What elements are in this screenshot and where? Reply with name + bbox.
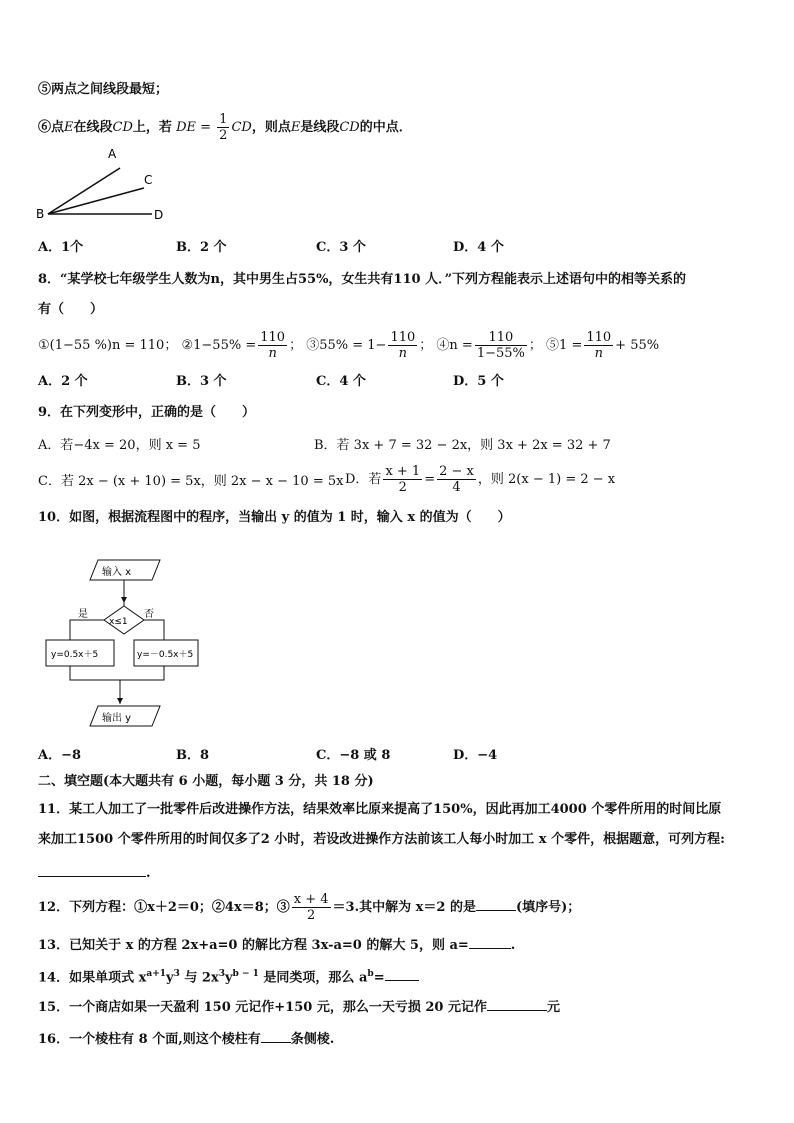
- q16-answer-blank[interactable]: [261, 1028, 291, 1043]
- q8-stem-line1: 8．“某学校七年级学生人数为n，其中男生占55%，女生共有110 人．”下列方程能表示上述语句中的相等关系的: [38, 272, 687, 287]
- q10-option-c[interactable]: C．−8 或 8: [316, 748, 391, 763]
- q10-option-a[interactable]: A．−8: [38, 748, 82, 763]
- q8-option-d[interactable]: D．5 个: [453, 374, 504, 389]
- ray-bc: [48, 188, 144, 214]
- q13-answer-blank[interactable]: [469, 934, 511, 949]
- flow-yes-label: 是: [78, 609, 88, 620]
- q9-stem: 9．在下列变形中，正确的是（ ）: [38, 405, 256, 420]
- q12: 12．下列方程：①x＋2＝0；②4x＝8；③ $\frac{x + 4}{2}$ ＝3.其中解为 x＝2 的是 (填序号)；: [38, 892, 581, 923]
- q15-answer-blank[interactable]: [487, 996, 547, 1011]
- flow-input-text: 输入 x: [102, 567, 132, 578]
- q8-option-a[interactable]: A．2 个: [38, 374, 88, 389]
- q10-option-d[interactable]: D．−4: [453, 748, 498, 763]
- q7-option-c[interactable]: C．3 个: [316, 240, 366, 255]
- section-heading: 二、填空题(本大题共有 6 小题，每小题 3 分，共 18 分): [38, 774, 374, 789]
- q8-eq2: ②1−55% = $\frac{110}{n}$ ；: [181, 330, 303, 361]
- angle-figure: [34, 144, 174, 224]
- q7-option-d[interactable]: D．4 个: [453, 240, 504, 255]
- q8-equations: [38, 328, 659, 364]
- q7-item5: ⑤两点之间线段最短；: [38, 82, 169, 97]
- q9-option-d[interactable]: D．若 $\frac{x + 1}{2}$ = $\frac{2 - x}{4}$ ，则 2(x − 1) = 2 − x: [345, 464, 616, 495]
- q12-answer-blank[interactable]: [476, 896, 516, 911]
- q8-option-b[interactable]: B．3 个: [176, 374, 227, 389]
- q8-eq1: ①(1−55 %)n = 110；: [38, 338, 178, 353]
- q9-option-b[interactable]: B．若 3x + 7 = 32 − 2x，则 3x + 2x = 32 + 7: [314, 438, 611, 453]
- q15: 15．一个商店如果一天盈利 150 元记作+150 元，那么一天亏损 20 元记作 元: [38, 996, 560, 1018]
- label-c: C: [144, 173, 153, 187]
- q7-option-b[interactable]: B．2 个: [176, 240, 227, 255]
- flowchart: [40, 556, 210, 736]
- q16: 16．一个棱柱有 8 个面,则这个棱柱有 条侧棱.: [38, 1028, 334, 1050]
- q11-line2: 来加工1500 个零件所用的时间仅多了2 小时，若设改进操作方法前该工人每小时加工 x 个零件，根据题意，可列方程:: [38, 832, 725, 847]
- q8-eq5: ⑤1 = $\frac{110}{n}$ + 55%: [546, 330, 660, 361]
- label-d: D: [154, 208, 164, 222]
- flow-condition-text: x≤1: [109, 617, 128, 627]
- q8-eq3: ③55% = 1− $\frac{110}{n}$ ；: [306, 330, 433, 361]
- q10-stem: 10．如图，根据流程图中的程序，当输出 y 的值为 1 时，输入 x 的值为（ ）: [38, 510, 511, 525]
- q11-line1: 11．某工人加工了一批零件后改进操作方法，结果效率比原来提高了150%，因此再加工4000 个零件所用的时间比原: [38, 802, 722, 817]
- q10-option-b[interactable]: B．8: [176, 748, 210, 763]
- q13: 13．已知关于 x 的方程 2x+a=0 的解比方程 3x-a=0 的解大 5，则 a= .: [38, 934, 515, 956]
- q9-option-c[interactable]: C．若 2x − (x + 10) = 5x，则 2x − x − 10 = 5x: [38, 474, 344, 489]
- q11-answer-blank[interactable]: .: [38, 862, 151, 884]
- q9-option-a[interactable]: A．若−4x = 20，则 x = 5: [38, 438, 201, 453]
- label-b: B: [36, 207, 45, 221]
- ray-ba: [48, 168, 120, 214]
- label-a: A: [108, 147, 117, 161]
- q14: 14．如果单项式 $x^{a+1}y^3$ 与 $2x^3y^{b - 1}$ 是同类项，那么 $a^b=$: [38, 964, 419, 988]
- q7-item6: ⑥点E在线段CD上，若 DE = $\frac{1}{2}$ CD，则点E是线段CD的中点．: [38, 112, 412, 143]
- q14-answer-blank[interactable]: [385, 966, 419, 981]
- q7-option-a[interactable]: A．1个: [38, 240, 84, 255]
- q8-option-c[interactable]: C．4 个: [316, 374, 366, 389]
- q8-stem-line2: 有（ ）: [38, 302, 104, 317]
- flow-no-label: 否: [144, 609, 154, 620]
- q8-eq4: ④n = $\frac{110}{1-55\%}$ ；: [436, 330, 542, 361]
- flow-right-text: y=－0.5x＋5: [137, 650, 194, 660]
- flow-output-text: 输出 y: [102, 713, 132, 724]
- flow-left-text: y=0.5x＋5: [51, 650, 99, 660]
